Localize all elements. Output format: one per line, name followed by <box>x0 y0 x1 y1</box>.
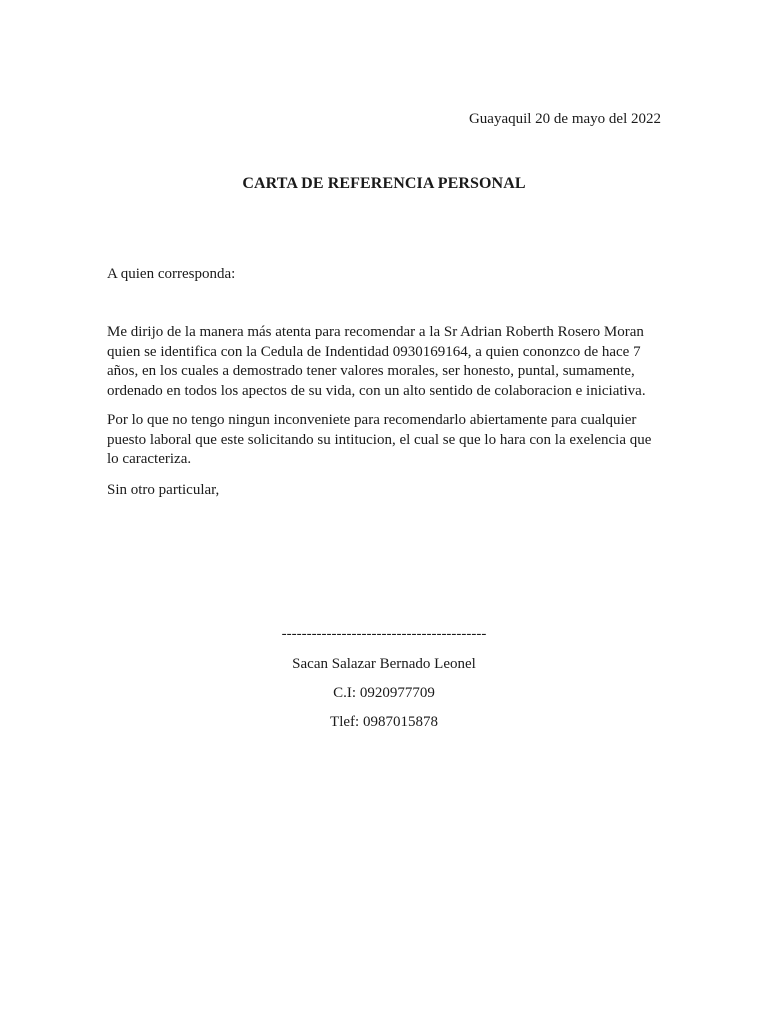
signer-name: Sacan Salazar Bernado Leonel <box>292 656 476 672</box>
signer-phone: Tlef: 0987015878 <box>330 714 438 730</box>
letter-paragraph-2: Por lo que no tengo ningun inconveniete para recomendarlo abiertamente para cualquier puesto laboral que este solicitando su intitucion, el cual se que lo hara con la exelencia que lo caracteriza. <box>107 412 652 467</box>
signature-block <box>0 624 768 732</box>
letter-greeting: A quien corresponda: <box>107 266 236 282</box>
letter-paragraph-1: Me dirijo de la manera más atenta para recomendar a la Sr Adrian Roberth Rosero Moran quien se identifica con la Cedula de Indentidad 0930169164, a quien cononzco de hace 7 años, en los cuales a demostrado tener valores morales, ser honesto, puntal, sumamente, ordenado en todos los apectos de su vida, con un alto sentido de colaboracion e iniciativa. <box>107 324 646 399</box>
letter-title: CARTA DE REFERENCIA PERSONAL <box>242 175 526 192</box>
signer-id: C.I: 0920977709 <box>333 685 435 701</box>
letter-closing: Sin otro particular, <box>107 482 220 498</box>
signature-line: ----------------------------------------- <box>281 626 487 642</box>
letter-date: Guayaquil 20 de mayo del 2022 <box>468 111 661 127</box>
